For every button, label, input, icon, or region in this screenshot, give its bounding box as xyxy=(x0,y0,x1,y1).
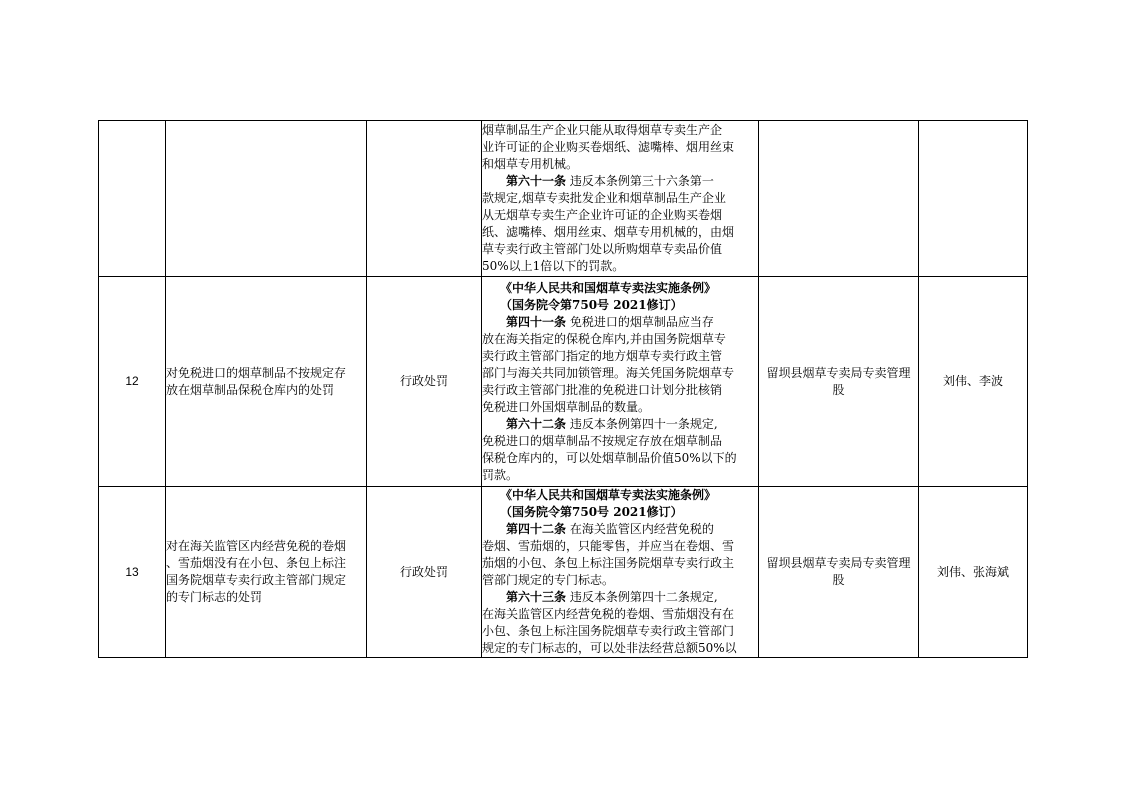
basis-line: 烟草制品生产企业只能从取得烟草专卖生产企 xyxy=(482,123,723,137)
article-number: 第六十一条 xyxy=(506,174,567,188)
item-line: 的专门标志的处罚 xyxy=(166,590,263,604)
table-row xyxy=(99,121,1028,277)
regulation-title: 《中华人民共和国烟草专卖法实施条例》 xyxy=(500,488,717,502)
dept-line: 留坝县烟草专卖局专卖管理 xyxy=(766,365,911,380)
regulation-title: 《中华人民共和国烟草专卖法实施条例》 xyxy=(500,280,717,295)
basis-line: 管部门规定的专门标志。 xyxy=(482,573,615,587)
penalty-table xyxy=(98,120,1028,658)
basis-line: 50%以上1倍以下的罚款。 xyxy=(482,259,625,273)
row-number xyxy=(99,121,166,277)
basis-line: 免税进口外国烟草制品的数量。 xyxy=(482,399,651,414)
dept-cell xyxy=(759,121,919,277)
article-number: 第四十一条 xyxy=(506,314,567,329)
type-cell xyxy=(367,121,482,277)
basis-line: 草专卖行政主管部门处以所购烟草专卖品价值 xyxy=(482,242,723,256)
basis-line: 茄烟的小包、条包上标注国务院烟草专卖行政主 xyxy=(482,556,735,570)
item-cell xyxy=(166,121,367,277)
dept-line: 留坝县烟草专卖局专卖管理 xyxy=(766,556,911,570)
item-line: 对在海关监管区内经营免税的卷烟 xyxy=(166,539,347,553)
item-line: 、雪茄烟没有在小包、条包上标注 xyxy=(166,556,347,570)
basis-line: 保税仓库内的，可以处烟草制品价值50%以下的 xyxy=(482,450,737,465)
basis-line: 部门与海关共同加锁管理。海关凭国务院烟草专 xyxy=(482,365,735,380)
item-line: 对免税进口的烟草制品不按规定存 xyxy=(166,365,347,380)
basis-line: 卖行政主管部门批准的免税进口计划分批核销 xyxy=(482,382,723,397)
regulation-subtitle: （国务院令第750号 2021修订） xyxy=(500,297,683,312)
basis-line: 第六十一条 违反本条例第三十六条第一 xyxy=(506,174,714,188)
article-number: 第六十三条 xyxy=(506,590,567,604)
basis-line: 第四十二条 在海关监管区内经营免税的 xyxy=(506,522,714,536)
basis-line: 业许可证的企业购买卷烟纸、滤嘴棒、烟用丝束 xyxy=(482,140,735,154)
dept-cell xyxy=(759,277,919,487)
basis-line: 在海关监管区内经营免税的卷烟、雪茄烟没有在 xyxy=(482,607,735,621)
basis-line: 款规定,烟草专卖批发企业和烟草制品生产企业 xyxy=(482,191,726,205)
basis-cell xyxy=(482,277,759,487)
basis-line: 免税进口的烟草制品不按规定存放在烟草制品 xyxy=(482,433,723,448)
basis-line: 罚款。 xyxy=(482,467,519,482)
type-cell: 行政处罚 xyxy=(367,487,482,658)
basis-line: 纸、滤嘴棒、烟用丝束、烟草专用机械的，由烟 xyxy=(482,225,735,239)
basis-line: 从无烟草专卖生产企业许可证的企业购买卷烟 xyxy=(482,208,723,222)
basis-line: 第四十一条 免税进口的烟草制品应当存 xyxy=(506,314,714,329)
type-cell: 行政处罚 xyxy=(367,277,482,487)
basis-line: 放在海关指定的保税仓库内,并由国务院烟草专 xyxy=(482,331,726,346)
item-line: 放在烟草制品保税仓库内的处罚 xyxy=(166,382,335,397)
item-cell xyxy=(166,487,367,658)
staff-cell: 刘伟、李波 xyxy=(919,277,1028,487)
dept-line: 股 xyxy=(832,573,845,587)
item-cell xyxy=(166,277,367,487)
table-row xyxy=(99,487,1028,658)
article-number: 第四十二条 xyxy=(506,522,567,536)
basis-cell xyxy=(482,487,759,658)
regulation-subtitle: （国务院令第750号 2021修订） xyxy=(500,505,683,519)
basis-line: 和烟草专用机械。 xyxy=(482,157,579,171)
basis-line: 第六十三条 违反本条例第四十二条规定, xyxy=(506,590,718,604)
basis-cell xyxy=(482,121,759,277)
article-number: 第六十二条 xyxy=(506,416,567,431)
staff-cell xyxy=(919,121,1028,277)
basis-line: 规定的专门标志的，可以处非法经营总额50%以 xyxy=(482,641,737,655)
row-number: 13 xyxy=(99,487,166,658)
item-line: 国务院烟草专卖行政主管部门规定 xyxy=(166,573,347,587)
basis-line: 卖行政主管部门指定的地方烟草专卖行政主管 xyxy=(482,348,723,363)
table-row xyxy=(99,277,1028,487)
basis-line: 小包、条包上标注国务院烟草专卖行政主管部门 xyxy=(482,624,735,638)
dept-line: 股 xyxy=(832,382,845,397)
dept-cell xyxy=(759,487,919,658)
row-number: 12 xyxy=(99,277,166,487)
basis-line: 第六十二条 违反本条例第四十一条规定, xyxy=(506,416,718,431)
basis-line: 卷烟、雪茄烟的，只能零售，并应当在卷烟、雪 xyxy=(482,539,735,553)
staff-cell: 刘伟、张海斌 xyxy=(919,487,1028,658)
